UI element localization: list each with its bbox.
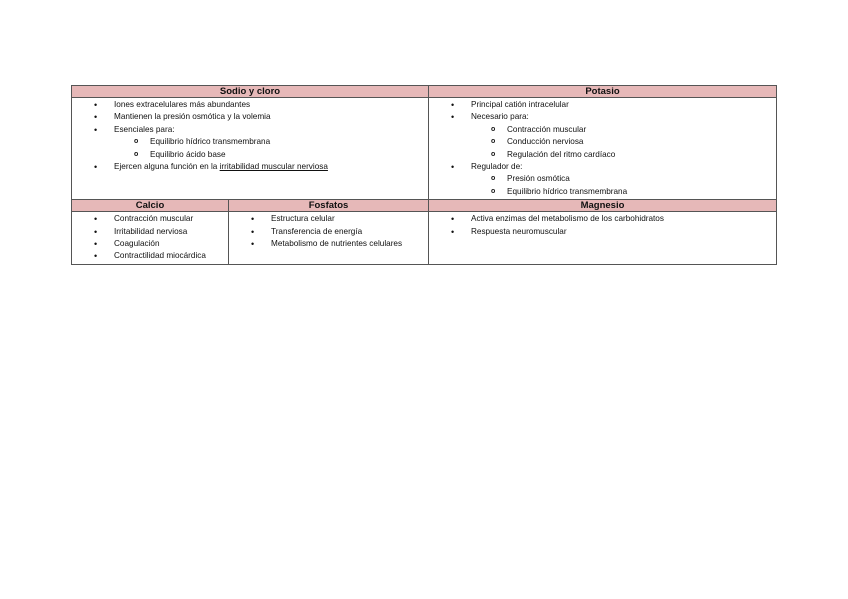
list-item-label: Necesario para: xyxy=(471,112,529,122)
list-item: • Transferencia de energía xyxy=(229,226,428,238)
list-item: • Irritabilidad nerviosa xyxy=(72,226,228,238)
list-item xyxy=(429,111,776,161)
list-item-label: Ejercen alguna función en la xyxy=(114,162,220,172)
underlined-text: irritabilidad muscular nerviosa xyxy=(219,162,328,172)
sub-list-item: o Equilibrio ácido base xyxy=(72,149,428,161)
cell-calcio xyxy=(72,212,229,265)
list-item: • Coagulación xyxy=(72,238,228,250)
list-item xyxy=(429,161,776,198)
cell-sodio xyxy=(72,98,429,200)
sub-list-item: o Equilibrio hídrico transmembrana xyxy=(72,136,428,148)
list-item: • Metabolismo de nutrientes celulares xyxy=(229,238,428,250)
header-sodio: Sodio y cloro xyxy=(72,86,429,98)
list-item xyxy=(72,161,428,173)
list-item xyxy=(72,124,428,161)
list-item: • Respuesta neuromuscular xyxy=(429,226,776,238)
header-fosfatos: Fosfatos xyxy=(229,200,429,212)
list-item: • Mantienen la presión osmótica y la volemia xyxy=(72,111,428,123)
sub-list-item: o Regulación del ritmo cardíaco xyxy=(429,149,776,161)
list-item: • Contracción muscular xyxy=(72,213,228,225)
sub-list-item: o Presión osmótica xyxy=(429,173,776,185)
list-item: • Estructura celular xyxy=(229,213,428,225)
header-potasio: Potasio xyxy=(429,86,777,98)
cell-potasio xyxy=(429,98,777,200)
sub-list-item: o Conducción nerviosa xyxy=(429,136,776,148)
sub-list-item: o Equilibrio hídrico transmembrana xyxy=(429,186,776,198)
sub-list-item: o Contracción muscular xyxy=(429,124,776,136)
header-magnesio: Magnesio xyxy=(429,200,777,212)
list-item: • Activa enzimas del metabolismo de los carbohidratos xyxy=(429,213,776,225)
header-calcio: Calcio xyxy=(72,200,229,212)
list-item-label: Regulador de: xyxy=(471,162,523,172)
list-item: • Principal catión intracelular xyxy=(429,99,776,111)
cell-fosfatos xyxy=(229,212,429,265)
list-item: • Contractilidad miocárdica xyxy=(72,250,228,262)
cell-magnesio xyxy=(429,212,777,265)
list-item: • Iones extracelulares más abundantes xyxy=(72,99,428,111)
electrolytes-table xyxy=(71,85,777,265)
list-item-label: Esenciales para: xyxy=(114,124,175,134)
